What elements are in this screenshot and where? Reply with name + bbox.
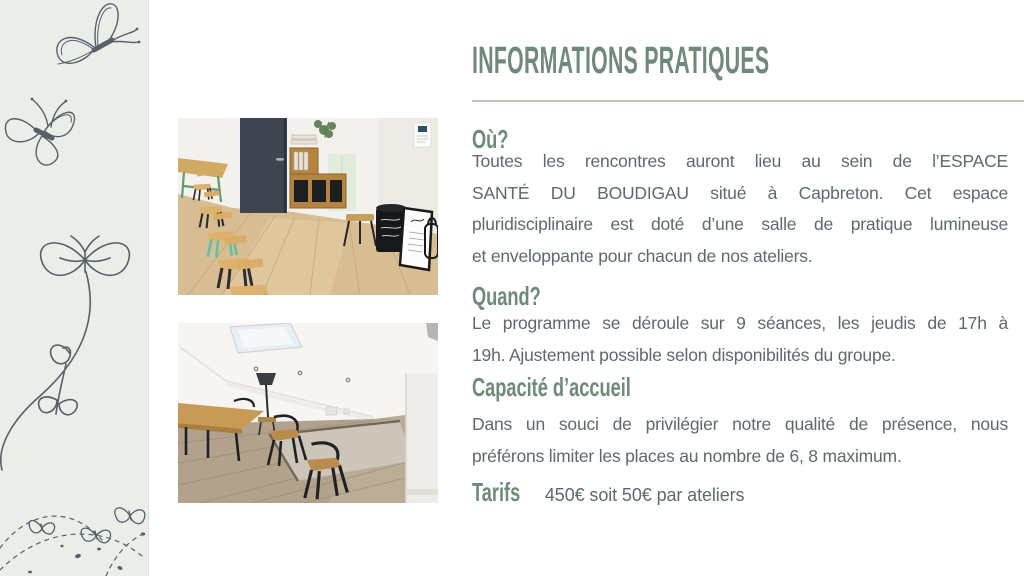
paragraph-line: SANTÉ DU BOUDIGAU situé à Capbreton. Cet espace [472,182,1008,203]
paragraph-line: pluridisciplinaire est doté d’une salle de pratique lumineuse [472,214,1008,234]
sidebar-decoration [0,0,149,576]
section-paragraph-quand [472,308,1008,371]
section-heading-tarifs: Tarifs [472,477,521,507]
butterfly-line-art-icon [0,0,148,576]
practice-room-photo [178,118,438,295]
paragraph-line: préférons limiter les places au nombre de 6, 8 maximum. [472,445,902,466]
page-title: INFORMATIONS PRATIQUES [472,40,770,82]
paragraph-line: et enveloppante pour chacun de nos ateliers. [472,245,813,266]
section-heading-capacite: Capacité d’accueil [472,372,631,402]
paragraph-line: Le programme se déroule sur 9 séances, les jeudis de 17h à [472,313,1008,333]
attic-room-illustration [178,323,438,503]
attic-room-photo [178,323,438,503]
section-heading-quand: Quand? [472,281,541,311]
tarifs-value: 450€ soit 50€ par ateliers [544,485,745,505]
paragraph-line: Toutes les rencontres auront lieu au sein de l’ESPACE [472,151,1008,171]
paragraph-line: Dans un souci de privilégier notre qualité de présence, nous [472,414,1008,434]
section-paragraph-capacite [472,409,1008,472]
section-heading-ou: Où? [472,124,509,154]
title-divider [472,100,1024,102]
paragraph-line: 19h. Ajustement possible selon disponibilités du groupe. [472,344,896,365]
section-tarifs [472,479,1008,510]
practice-room-illustration [178,118,438,295]
section-paragraph-ou [472,146,1008,272]
